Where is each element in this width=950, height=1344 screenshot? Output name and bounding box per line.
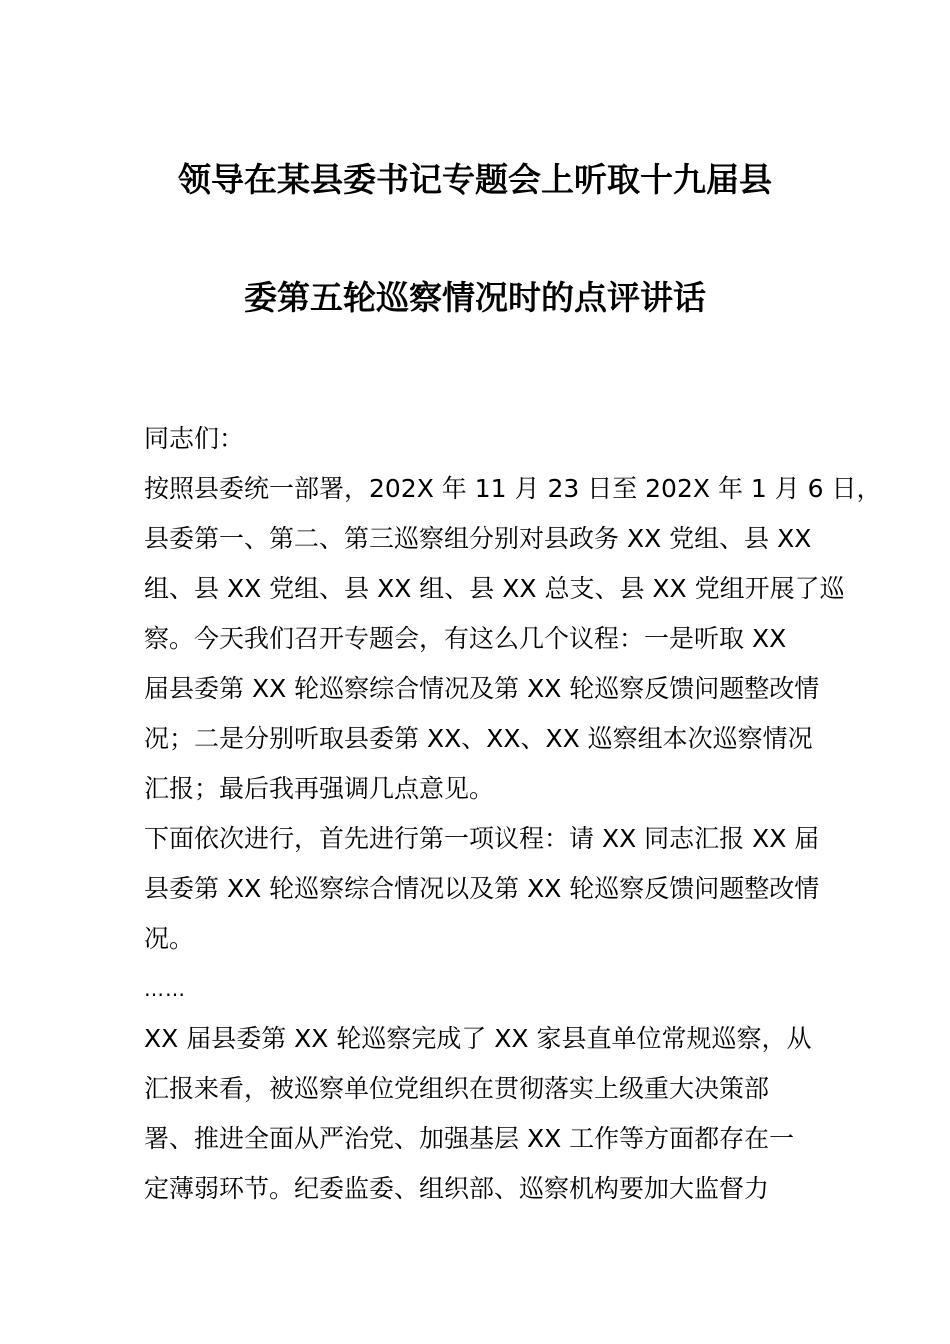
body-line: 县委第 XX 轮巡察综合情况以及第 XX 轮巡察反馈问题整改情 <box>144 874 820 903</box>
body-line: 署、推进全面从严治党、加强基层 XX 工作等方面都存在一 <box>144 1124 795 1153</box>
ellipsis-line: …… <box>144 977 186 1001</box>
title-line-2: 委第五轮巡察情况时的点评讲话 <box>244 278 706 317</box>
body-line: 汇报来看，被巡察单位党组织在贯彻落实上级重大决策部 <box>144 1074 770 1103</box>
title-line-1: 领导在某县委书记专题会上听取十九届县 <box>178 160 772 199</box>
document-title <box>0 148 950 330</box>
body-line: 县委第一、第二、第三巡察组分别对县政务 XX 党组、县 XX <box>144 524 812 553</box>
body-line: XX 届县委第 XX 轮巡察完成了 XX 家县直单位常规巡察，从 <box>144 1024 812 1053</box>
body-line: 况。 <box>144 924 195 953</box>
body-line: 察。今天我们召开专题会，有这么几个议程：一是听取 XX <box>144 624 787 653</box>
salutation: 同志们： <box>144 424 245 453</box>
body-line: 汇报；最后我再强调几点意见。 <box>144 774 495 803</box>
body-line: 定薄弱环节。纪委监委、组织部、巡察机构要加大监督力 <box>144 1174 770 1203</box>
body-line: 况；二是分别听取县委第 XX、XX、XX 巡察组本次巡察情况 <box>144 724 813 753</box>
body-line: 届县委第 XX 轮巡察综合情况及第 XX 轮巡察反馈问题整改情 <box>144 674 820 703</box>
body-line: 组、县 XX 党组、县 XX 组、县 XX 总支、县 XX 党组开展了巡 <box>144 574 845 603</box>
body-line: 下面依次进行，首先进行第一项议程：请 XX 同志汇报 XX 届 <box>144 824 820 853</box>
document-body <box>144 414 882 1214</box>
body-line: 按照县委统一部署，202X 年 11 月 23 日至 202X 年 1 月 6 日， <box>144 474 882 503</box>
